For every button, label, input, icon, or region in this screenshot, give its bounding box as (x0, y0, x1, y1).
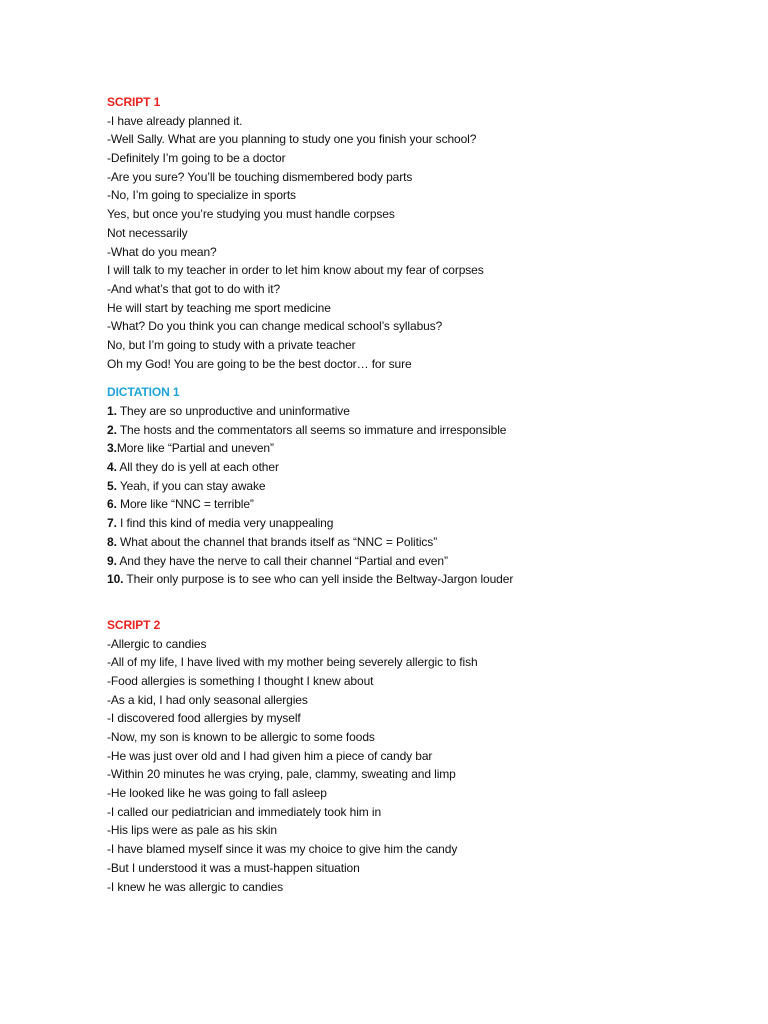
script-1-section (107, 93, 707, 373)
script-2-line: -Allergic to candies (107, 636, 207, 651)
dictation-item-text: I find this kind of media very unappealing (116, 516, 334, 531)
dictation-item-text: They are so unproductive and uninformative (116, 404, 350, 418)
script-2-line: -But I understood it was a must-happen situation (107, 860, 360, 875)
dictation-item (107, 402, 707, 421)
dictation-item (107, 514, 707, 533)
script-2-line: -I discovered food allergies by myself (107, 711, 301, 726)
dictation-item-text: More like “Partial and uneven” (116, 441, 274, 456)
script-2-section (107, 616, 707, 896)
dictation-item (107, 533, 707, 552)
script-1-line: -Well Sally. What are you planning to study one you finish your school? (107, 132, 477, 147)
section-spacer (107, 599, 707, 616)
dictation-item-number: 8. (107, 534, 117, 549)
script-2-line: -All of my life, I have lived with my mother being severely allergic to fish (107, 655, 478, 670)
script-1-line: -And what’s that got to do with it? (107, 281, 281, 296)
dictation-item (107, 421, 707, 440)
script-1-line: Yes, but once you’re studying you must handle corpses (107, 207, 395, 222)
script-2-line: -I knew he was allergic to candies (107, 879, 284, 894)
dictation-1-heading: DICTATION 1 (107, 385, 180, 400)
script-1-line: I will talk to my teacher in order to let him know about my fear of corpses (107, 263, 484, 278)
dictation-item-number: 9. (107, 553, 117, 568)
dictation-item (107, 495, 707, 514)
dictation-item-number: 1. (107, 404, 117, 418)
script-1-line: -No, I’m going to specialize in sports (107, 188, 296, 203)
script-1-line: -What do you mean? (107, 244, 217, 259)
script-2-line: -His lips were as pale as his skin (107, 823, 277, 838)
dictation-item-text: And they have the nerve to call their channel “Partial and even” (116, 553, 448, 568)
dictation-item-number: 10. (107, 572, 124, 587)
script-1-line: He will start by teaching me sport medicine (107, 300, 331, 315)
script-1-line: Oh my God! You are going to be the best doctor… for sure (107, 356, 412, 371)
dictation-item-number: 3. (107, 441, 117, 456)
script-1-heading: SCRIPT 1 (107, 95, 161, 109)
script-1-line: No, but I’m going to study with a private teacher (107, 337, 356, 352)
dictation-item-text: More like “NNC = terrible” (116, 497, 254, 512)
document-content (107, 93, 707, 906)
script-2-line: -Food allergies is something I thought I knew about (107, 673, 374, 688)
dictation-item-number: 7. (107, 516, 117, 531)
dictation-item (107, 439, 707, 458)
dictation-item (107, 552, 707, 571)
script-2-line: -I have blamed myself since it was my choice to give him the candy (107, 842, 458, 857)
script-1-line: -Definitely I’m going to be a doctor (107, 151, 286, 166)
dictation-item-number: 4. (107, 460, 117, 475)
dictation-item-text: All they do is yell at each other (116, 460, 279, 475)
dictation-item (107, 458, 707, 477)
script-2-line: -Within 20 minutes he was crying, pale, clammy, sweating and limp (107, 767, 456, 782)
script-1-line: Not necessarily (107, 225, 188, 240)
script-2-line: -Now, my son is known to be allergic to some foods (107, 730, 375, 744)
script-1-line: -I have already planned it. (107, 113, 243, 128)
dictation-1-section (107, 383, 707, 589)
dictation-item-text: What about the channel that brands itself as “NNC = Politics” (116, 534, 438, 549)
script-2-heading: SCRIPT 2 (107, 617, 161, 632)
script-1-line: -Are you sure? You’ll be touching dismembered body parts (107, 169, 413, 184)
script-1-line: -What? Do you think you can change medical school’s syllabus? (107, 319, 443, 334)
dictation-item-text: The hosts and the commentators all seems so immature and irresponsible (116, 422, 507, 437)
dictation-item-text: Yeah, if you can stay awake (116, 478, 266, 493)
script-2-line: -He looked like he was going to fall asleep (107, 786, 327, 801)
dictation-item-number: 2. (107, 422, 117, 437)
script-2-line: -As a kid, I had only seasonal allergies (107, 692, 308, 707)
dictation-item-text: Their only purpose is to see who can yell inside the Beltway-Jargon louder (123, 572, 514, 587)
script-2-line: -I called our pediatrician and immediately took him in (107, 804, 382, 819)
script-2-line: -He was just over old and I had given him a piece of candy bar (107, 748, 433, 763)
dictation-item-number: 6. (107, 497, 117, 512)
dictation-item-number: 5. (107, 478, 117, 493)
dictation-item (107, 570, 707, 589)
dictation-item (107, 477, 707, 496)
